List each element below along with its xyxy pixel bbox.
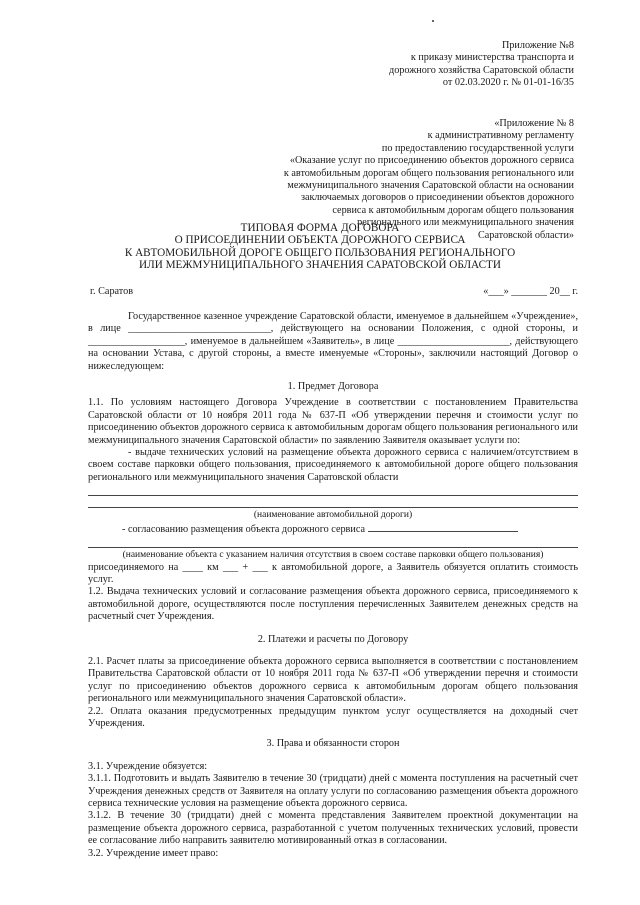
header-line: «Приложение № 8 — [494, 118, 574, 129]
clause-2-1: 2.1. Расчет платы за присоединение объекта дорожного сервиса выполняется в соответствии с постановлением Правительства Саратовской области от 10 ноября 2011 года № 637-П «Об утверждении перечня и стоимости услуг по присоединению объектов дорожного сервиса к автомобильным дорогам общего пользования регионального или межмуниципального значения Саратовской области». — [88, 655, 578, 705]
title-line: ТИПОВАЯ ФОРМА ДОГОВОРА — [240, 222, 400, 234]
header-line: сервиса к автомобильным дорогам общего пользования — [332, 204, 574, 216]
place-date-row — [90, 286, 578, 298]
section-2-heading: 2. Платежи и расчеты по Договору — [257, 633, 409, 645]
clause-2-2: 2.2. Оплата оказания предусмотренных предыдущим пунктом услуг осуществляется на доходный счет Учреждения. — [88, 705, 578, 729]
blank-line-road-name — [88, 497, 578, 508]
contract-body — [88, 305, 578, 860]
contract-date-blank: «___» _______ 20__ г. — [483, 286, 578, 297]
clause-1-1: 1.1. По условиям настоящего Договора Учреждение в соответствии с постановлением Правительства Саратовской области от 10 ноября 2011 года № 637-П «Об утверждении перечня и стоимости услуг по присоединению объектов дорожного сервиса к автомобильным дорогам общего пользования регионального или межмуниципального значения Саратовской области» по заявлению Заявителя оказывает услуги по: — [88, 397, 578, 446]
blank-line-object-name — [88, 537, 578, 548]
clause-1-2: 1.2. Выдача технических условий и согласование размещения объекта дорожного сервиса, присоединяемого к автомобильной дороге, осуществляются после поступления перечисленных Заявителем денежных средств на расчетный счет Учреждения. — [88, 586, 578, 623]
title-line: ИЛИ МЕЖМУНИЦИПАЛЬНОГО ЗНАЧЕНИЯ САРАТОВСКОЙ ОБЛАСТИ — [139, 259, 501, 272]
blank-object-name — [368, 522, 518, 532]
caption-road-name: (наименование автомобильной дороги) — [253, 510, 413, 521]
document-title — [60, 222, 580, 272]
approval-text: - согласованию размещения объекта дорожного сервиса — [122, 523, 365, 535]
appendix-header-order — [274, 40, 574, 90]
header-line: по предоставлению государственной услуги — [381, 142, 574, 154]
header-line: «Оказание услуг по присоединению объектов дорожного сервиса — [289, 155, 574, 167]
section-1-heading: 1. Предмет Договора — [287, 381, 379, 393]
title-line: К АВТОМОБИЛЬНОЙ ДОРОГЕ ОБЩЕГО ПОЛЬЗОВАНИЯ РЕГИОНАЛЬНОГО — [124, 246, 516, 259]
blank-line-road-name — [88, 485, 578, 496]
contract-city: г. Саратов — [90, 286, 134, 297]
clause-1-1-location: присоединяемого на ____ км ___ + ___ к автомобильной дороге, а Заявитель обязуется оплатить стоимость услуг. — [88, 561, 578, 585]
clause-1-1-item-approval — [88, 522, 578, 536]
header-line: заключаемых договоров о присоединении объектов дорожного — [300, 192, 574, 204]
header-line: Приложение №8 — [501, 40, 574, 51]
header-line: Саратовской области» — [477, 229, 574, 241]
clause-3-1-2: 3.1.2. В течение 30 (тридцати) дней с момента представления Заявителем проектной документации на размещение объекта дорожного сервиса, разработанной с учетом полученных технических условий, провести ее согласование либо направить заявителю мотивированный отказ в согласовании. — [88, 810, 578, 847]
header-line: межмуниципального значения Саратовской области на основании — [287, 180, 574, 192]
header-line: от 02.03.2020 г. № 01-01-16/35 — [442, 77, 574, 89]
header-line: к административному регламенту — [427, 130, 574, 142]
header-line: к автомобильным дорогам общего пользования регионального или — [283, 167, 574, 179]
section-3-heading: 3. Права и обязанности сторон — [266, 738, 400, 750]
scan-speck — [432, 20, 434, 22]
header-line: дорожного хозяйства Саратовской области — [389, 64, 574, 76]
clause-3-2: 3.2. Учреждение имеет право: — [88, 847, 219, 859]
preamble-paragraph: Государственное казенное учреждение Саратовской области, именуемое в дальнейшем «Учреждение», в лице ____________________________, действующего на основании Положения, с одной стороны, и ___________________, именуемое в дальнейшем «Заявитель», в лице ______________________, действующего на основании Устава, с другой стороны, а вместе именуемые «Стороны», заключили настоящий Договор о нижеследующем: — [88, 311, 578, 372]
clause-3-1-1: 3.1.1. Подготовить и выдать Заявителю в течение 30 (тридцати) дней с момента поступления на расчетный счет Учреждения денежных средств от Заявителя на оплату услуги по согласованию размещения объекта дорожного сервиса технические условия на размещение объекта дорожного сервиса. — [88, 773, 578, 809]
caption-object-name: (наименование объекта с указанием наличия отсутствия в своем составе парковки общего пользования) — [122, 550, 544, 561]
clause-3-1: 3.1. Учреждение обязуется: — [88, 760, 208, 772]
title-line: О ПРИСОЕДИНЕНИИ ОБЪЕКТА ДОРОЖНОГО СЕРВИСА — [174, 234, 466, 247]
header-line: регионального или межмуниципального значения — [357, 217, 574, 229]
clause-1-1-item-tech-conditions: - выдаче технических условий на размещение объекта дорожного сервиса с наличием/отсутствием в своем составе парковки общего пользования, присоединяемого к автомобильной дороге общего пользования регионального или межмуниципального значения Саратовской области — [88, 447, 578, 483]
header-line: к приказу министерства транспорта и — [410, 52, 574, 64]
